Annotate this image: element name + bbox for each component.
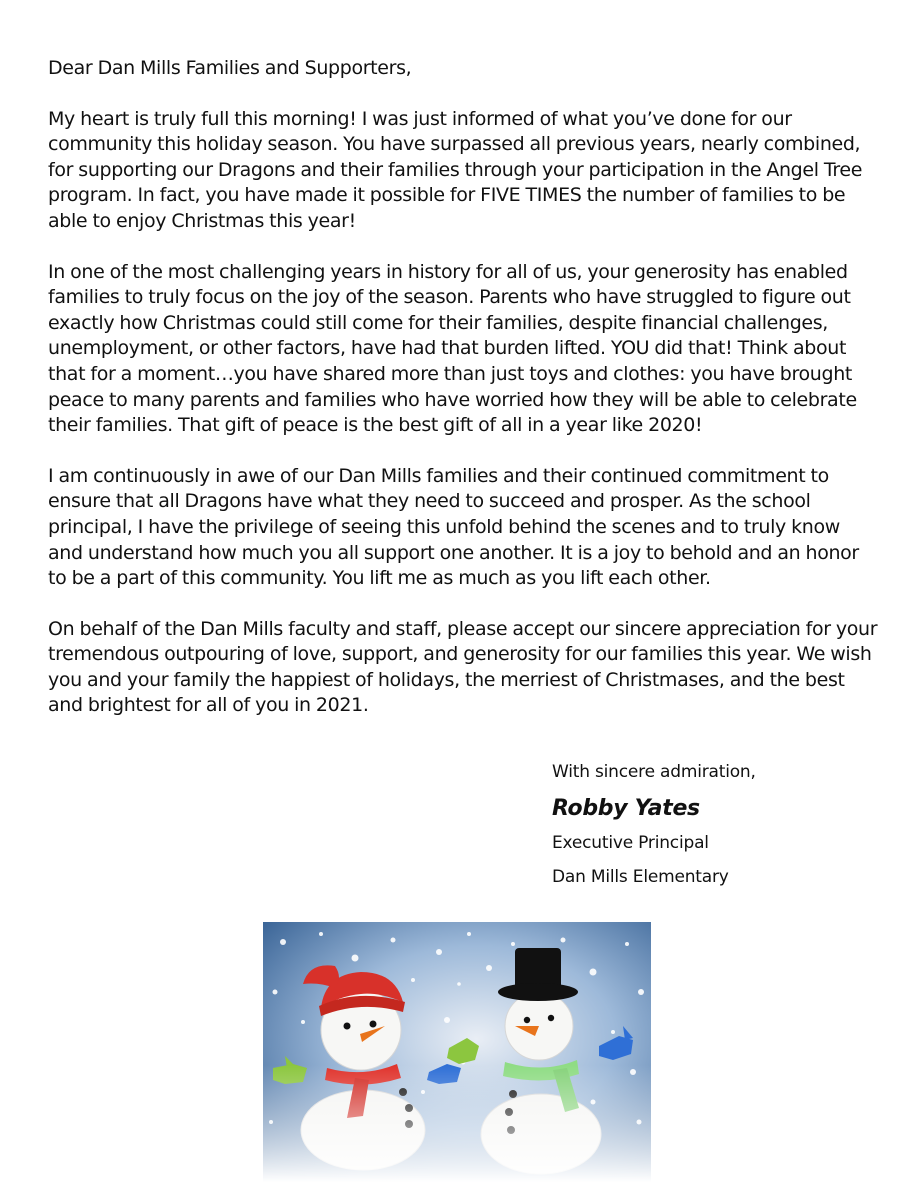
valediction: With sincere admiration,	[552, 762, 756, 782]
paragraph-1: My heart is truly full this morning! I was just informed of what you’ve done for our community this holiday season. You have surpassed all previous years, nearly combined, for supporting our Dragons and their families through your participation in the Angel Tree program. In fact, you have made it possible for FIVE TIMES the number of families to be able to enjoy Christmas this year!	[48, 107, 863, 232]
salutation: Dear Dan Mills Families and Supporters,	[48, 57, 412, 79]
bottom-fade	[263, 922, 651, 1182]
signature: Robby Yates	[552, 796, 700, 821]
school-name: Dan Mills Elementary	[552, 867, 729, 887]
letter-body	[48, 56, 878, 744]
closing-block	[552, 762, 892, 887]
signer-title: Executive Principal	[552, 833, 709, 853]
snowmen-svg	[263, 922, 651, 1182]
snowmen-illustration	[263, 922, 651, 1182]
paragraph-4: On behalf of the Dan Mills faculty and staff, please accept our sincere appreciation for your tremendous outpouring of love, support, and generosity for our families this year. We wish you and your family the happiest of holidays, the merriest of Christmases, and the best and brightest for all of you in 2021.	[48, 617, 878, 717]
paragraph-2: In one of the most challenging years in history for all of us, your generosity has enabled families to truly focus on the joy of the season. Parents who have struggled to figure out exactly how Christmas could still come for their families, despite financial challenges, unemployment, or other factors, have had that burden lifted. YOU did that! Think about that for a moment…you have shared more than just toys and clothes: you have brought peace to many parents and families who have worried how they will be able to celebrate their families. That gift of peace is the best gift of all in a year like 2020!	[48, 260, 857, 437]
paragraph-3: I am continuously in awe of our Dan Mills families and their continued commitment to ensure that all Dragons have what they need to succeed and prosper. As the school principal, I have the privilege of seeing this unfold behind the scenes and to truly know and understand how much you all support one another. It is a joy to behold and an honor to be a part of this community. You lift me as much as you lift each other.	[48, 464, 859, 590]
